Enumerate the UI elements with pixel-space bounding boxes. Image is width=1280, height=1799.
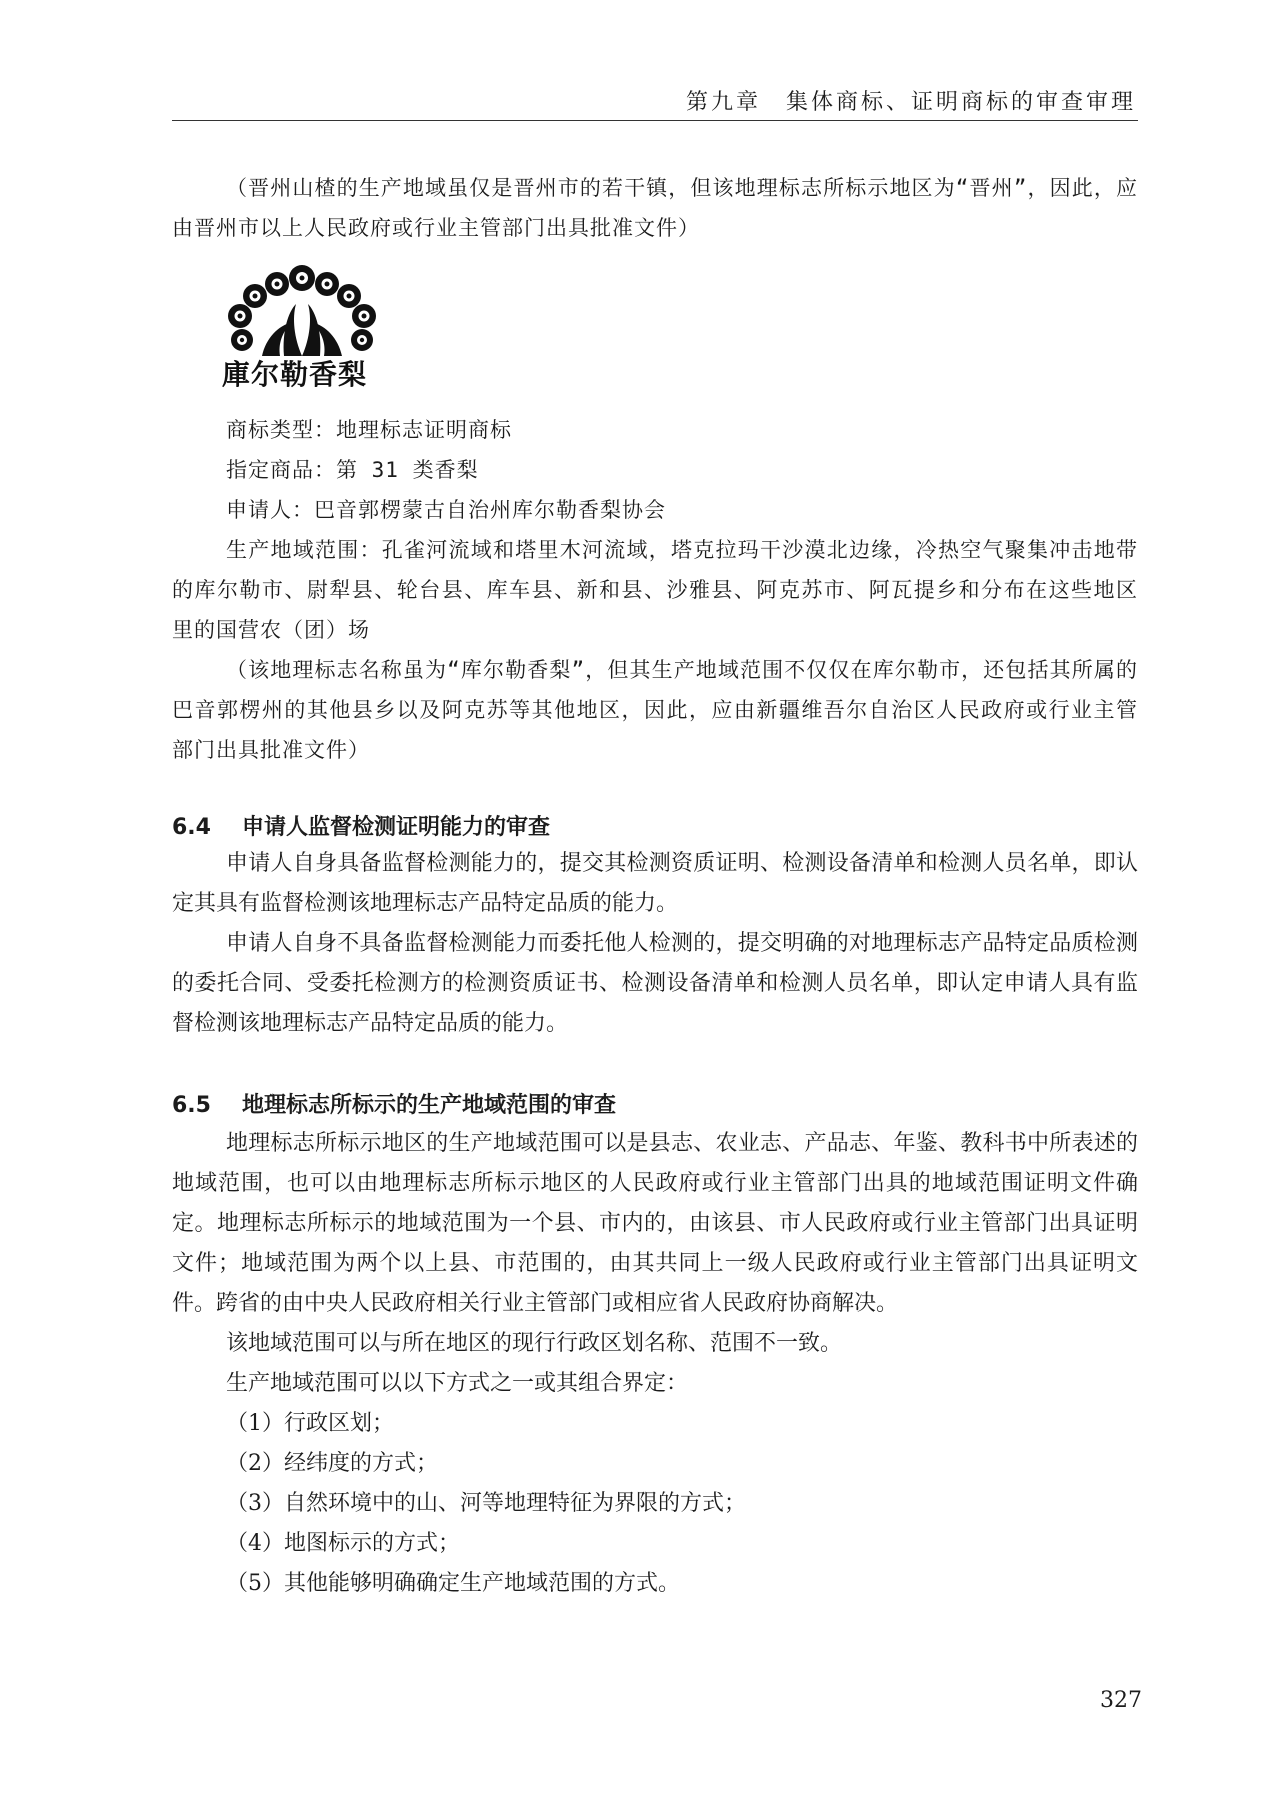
example-details bbox=[172, 410, 1138, 770]
paragraph: 生产地域范围可以以下方式之一或其组合界定： bbox=[226, 1371, 689, 1396]
list-item: （4）地图标示的方式； bbox=[226, 1531, 460, 1556]
note-jinzhou bbox=[172, 168, 1138, 248]
page-number: 327 bbox=[1100, 1688, 1142, 1713]
section-title: 地理标志所标示的生产地域范围的审查 bbox=[242, 1093, 617, 1118]
section-6-5-body bbox=[172, 1124, 1138, 1604]
section-6-5-heading bbox=[172, 1088, 616, 1119]
logo-wordmark: 庫尔勒香梨 bbox=[222, 358, 368, 391]
paragraph: 申请人自身具备监督检测能力的，提交其检测资质证明、检测设备清单和检测人员名单，即认定其具有监督检测该地理标志产品特定品质的能力。 bbox=[172, 851, 1138, 916]
designated-goods: 指定商品：第 31 类香梨 bbox=[226, 458, 479, 482]
applicant: 申请人：巴音郭楞蒙古自治州库尔勒香梨协会 bbox=[226, 498, 666, 522]
paragraph: 该地域范围可以与所在地区的现行行政区划名称、范围不一致。 bbox=[226, 1331, 843, 1356]
running-header bbox=[172, 80, 1138, 121]
section-number: 6.4 bbox=[172, 815, 211, 840]
list-item: （5）其他能够明确确定生产地域范围的方式。 bbox=[226, 1571, 680, 1596]
section-6-4-body bbox=[172, 844, 1138, 1044]
section-title: 申请人监督检测证明能力的审查 bbox=[242, 815, 551, 840]
chapter-title: 第九章 集体商标、证明商标的审查审理 bbox=[685, 90, 1136, 115]
section-6-4-heading bbox=[172, 810, 550, 841]
example-note: （该地理标志名称虽为“库尔勒香梨”，但其生产地域范围不仅仅在库尔勒市，还包括其所属的巴音郭楞州的其他县乡以及阿克苏等其他地区，因此，应由新疆维吾尔自治区人民政府或行业主管部门出具批准文件） bbox=[172, 658, 1138, 762]
list-item: （1）行政区划； bbox=[226, 1411, 394, 1436]
list-item: （2）经纬度的方式； bbox=[226, 1451, 438, 1476]
peacock-logo-icon bbox=[222, 262, 382, 357]
list-item: （3）自然环境中的山、河等地理特征为界限的方式； bbox=[226, 1491, 746, 1516]
section-number: 6.5 bbox=[172, 1093, 211, 1118]
region-methods-list bbox=[172, 1404, 1138, 1604]
production-region: 生产地域范围：孔雀河流域和塔里木河流域，塔克拉玛干沙漠北边缘，冷热空气聚集冲击地带的库尔勒市、尉犁县、轮台县、库车县、新和县、沙雅县、阿克苏市、阿瓦提乡和分布在这些地区里的国营农（团）场 bbox=[172, 538, 1138, 642]
paragraph: 申请人自身不具备监督检测能力而委托他人检测的，提交明确的对地理标志产品特定品质检测的委托合同、受委托检测方的检测资质证书、检测设备清单和检测人员名单，即认定申请人具有监督检测该地理标志产品特定品质的能力。 bbox=[172, 931, 1138, 1036]
trademark-type: 商标类型：地理标志证明商标 bbox=[226, 418, 512, 442]
paragraph: 地理标志所标示地区的生产地域范围可以是县志、农业志、产品志、年鉴、教科书中所表述的地域范围，也可以由地理标志所标示地区的人民政府或行业主管部门出具的地域范围证明文件确定。地理标志所标示的地域范围为一个县、市内的，由该县、市人民政府或行业主管部门出具证明文件；地域范围为两个以上县、市范围的，由其共同上一级人民政府或行业主管部门出具证明文件。跨省的由中央人民政府相关行业主管部门或相应省人民政府协商解决。 bbox=[172, 1131, 1138, 1316]
trademark-logo bbox=[222, 262, 392, 392]
note-jinzhou-text: （晋州山楂的生产地域虽仅是晋州市的若干镇，但该地理标志所标示地区为“晋州”，因此，应由晋州市以上人民政府或行业主管部门出具批准文件） bbox=[172, 176, 1138, 240]
